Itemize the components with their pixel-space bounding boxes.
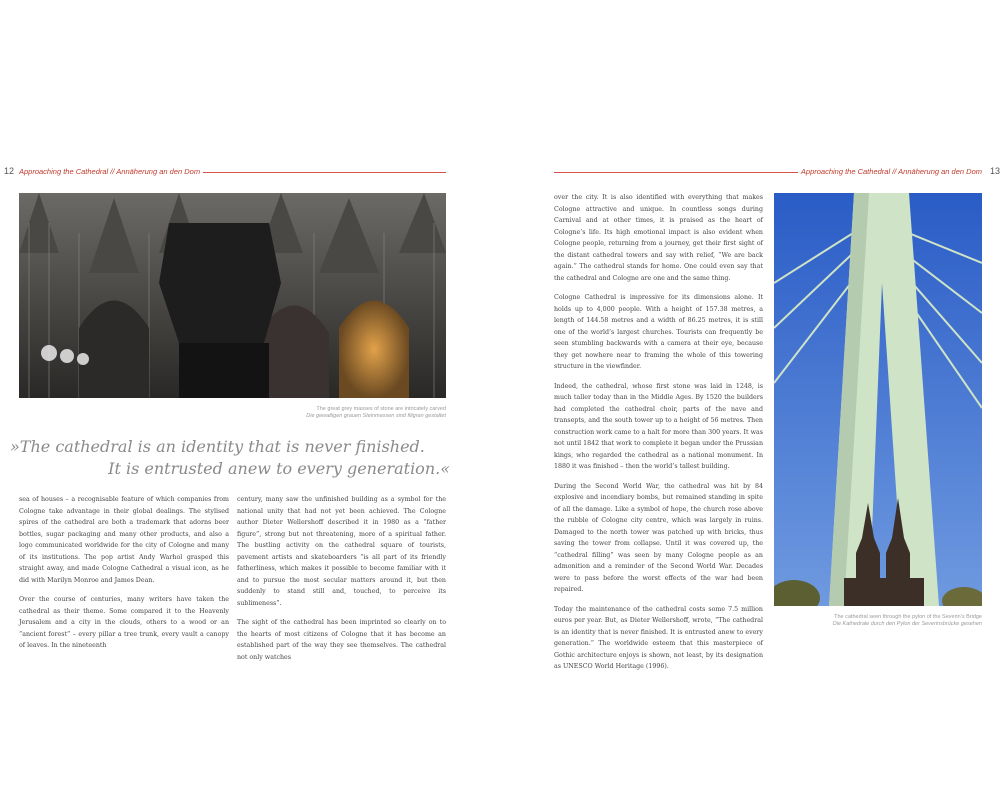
page-number-right: 13 [989,166,1000,176]
right-page [500,0,1000,800]
running-head-rule-left [203,172,446,173]
caption-left [200,406,446,420]
left-col2-paragraph: century, many saw the unfinished building as a symbol for the national unity that had not yet been achieved. The Cologne author Dieter Wellershoff described it in 1980 as a “father figure”, strong but not threatening, more of a spiritual father. The bustling activity on the cathedral square of tourists, pavement artists and skateboarders “is all part of its friendly fatherliness, which makes it possible to become familiar with it and to pursue the most secular matters around it, but then suddenly to stand still and, touched, to perceive its sublimeness”. [237,496,446,607]
bridge-pylon-illustration [774,193,982,606]
pull-quote-line-1: »The cathedral is an identity that is never finished. [10,437,425,456]
right-column [554,192,763,681]
running-head-right: Approaching the Cathedral // Annäherung an den Dom [800,167,982,176]
caption-right-de: Die Kathedrale durch den Pylon der Severinsbrücke gesehen [832,621,982,627]
pull-quote [10,436,450,480]
caption-right-en: The cathedral seen through the pylon of the Severin’s Bridge [834,614,982,620]
right-col-paragraph: Cologne Cathedral is impressive for its dimensions alone. It holds up to 4,000 people. With a height of 157.38 metres, a length of 144.58 metres and a width of 86.25 metres, it is still one of the world’s largest churches. Tourists can frequently be seen stumbling backwards with a camera at their eye, because they get nowhere near to framing the whole of this towering structure in the viewfinder. [554,294,763,370]
page-number-left: 12 [4,166,15,176]
cathedral-facade-illustration [19,193,446,398]
pull-quote-line-2: It is entrusted anew to every generation.« [108,459,450,478]
right-col-paragraph: Today the maintenance of the cathedral costs some 7.5 million euros per year. But, as Dieter Wellershoff, wrote, “The cathedral is an identity that is never finished. It is entrusted anew to every generation.” The worldwide esteem that this masterpiece of Gothic architecture enjoys is shown, not least, by its designation as UNESCO World Heritage (1996). [554,605,763,670]
caption-right [774,614,982,628]
running-head-rule-right [554,172,798,173]
left-col1-paragraph: sea of houses – a recognisable feature of which companies from Cologne take advantage in their global dealings. The stylised spires of the cathedral are both a trademark that adorns beer bottles, sugar packaging and many other products, and also a logo communicated worldwide for the city of Cologne and many of its institutions. The pop artist Andy Warhol grasped this straight away, and made Cologne Cathedral a visual icon, as he did with Marilyn Monroe and James Dean. [19,496,229,584]
left-col1-paragraph: Over the course of centuries, many writers have taken the cathedral as their theme. Some compared it to the Heavenly Jerusalem and a city in the clouds, others to a wood or an “ancient forest” – every pillar a tree trunk, every vault a canopy of leaves. In the nineteenth [19,596,229,649]
caption-left-en: The great grey masses of stone are intricately carved [316,406,446,412]
right-col-paragraph: Indeed, the cathedral, whose first stone was laid in 1248, is much taller today than in the Middle Ages. By 1520 the builders had completed the cathedral choir, parts of the nave and transepts, and the south tower up to a height of 56 metres. Then construction work came to a halt for more than 300 years. It was not until 1842 that work to complete it began under the Prussian kings, who regarded the cathedral as a national monument. In 1880 it was finished – then the world’s tallest building. [554,382,763,470]
right-col-paragraph: over the city. It is also identified with everything that makes Cologne attractive and unique. In countless songs during Carnival and at other times, it is praised as the heart of Cologne’s life. Its high emotional impact is also evident when Cologne people, returning from a journey, get their first sight of the distant cathedral towers and say with relief, “We are back again.” The cathedral stands for home. One could even say that the cathedral and Cologne are one and the same thing. [554,194,763,282]
left-col2-paragraph: The sight of the cathedral has been imprinted so clearly on to the hearts of most citizens of Cologne that it has become an established part of the way they see themselves. The cathedral not only watches [237,619,446,661]
running-head-left: Approaching the Cathedral // Annäherung an den Dom [19,167,201,176]
right-col-paragraph: During the Second World War, the cathedral was hit by 84 explosive and incendiary bombs, but remained standing in spite of all the damage. Like a symbol of hope, the church rose above the rubble of Cologne city centre, which was largely in ruins. Damaged to the north tower was patched up with bricks, thus saving the tower from collapse. Until it was covered up, the “cathedral filling” was seen by many Cologne people as an admonition and a reminder of the Second World War. Decades were to pass before the worst effects of the war had been repaired. [554,482,763,593]
left-column-1 [19,494,229,660]
cathedral-facade-photo [19,193,446,398]
bridge-pylon-photo [774,193,982,606]
left-column-2 [237,494,446,671]
caption-left-de: Die gewaltigen grauen Steinmassen sind filigran gestaltet [306,413,446,419]
